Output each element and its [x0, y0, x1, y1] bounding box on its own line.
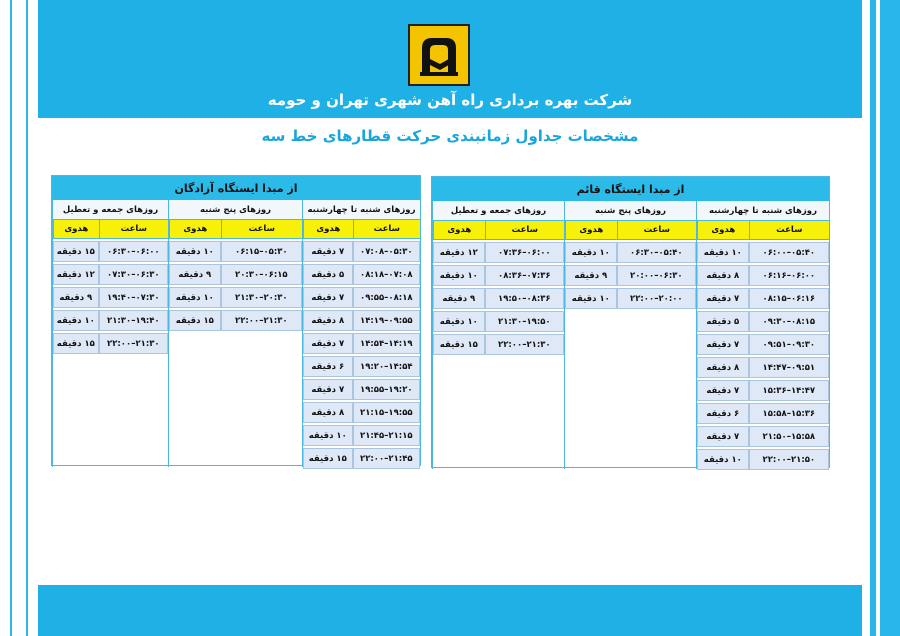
- table-row: [565, 265, 696, 286]
- table-row: [303, 264, 420, 285]
- headway-cell: ۱۲ دقیقه: [433, 242, 485, 263]
- headway-cell: ۱۰ دقیقه: [433, 311, 485, 332]
- headway-column-header: هدوی: [169, 220, 221, 239]
- group-friday-holiday: [432, 201, 564, 469]
- table-row: [697, 265, 829, 286]
- time-cell: ۲۱:۳۰–۲۲:۰۰: [221, 310, 302, 331]
- table-row: [697, 380, 829, 401]
- table-row: [53, 287, 168, 308]
- time-cell: ۰۸:۱۸–۰۹:۵۵: [353, 287, 420, 308]
- headway-column-header: هدوی: [565, 221, 617, 240]
- table-row: [697, 403, 829, 424]
- header-banner: [38, 0, 862, 118]
- time-cell: ۲۱:۱۵–۲۱:۴۵: [353, 425, 420, 446]
- table-row: [303, 356, 420, 377]
- time-cell: ۰۹:۳۰–۰۹:۵۱: [749, 334, 829, 355]
- headway-cell: ۱۵ دقیقه: [53, 241, 99, 262]
- headway-cell: ۸ دقیقه: [303, 402, 353, 423]
- metro-logo-icon: [410, 26, 468, 84]
- headway-cell: ۱۵ دقیقه: [169, 310, 221, 331]
- table-row: [433, 311, 564, 332]
- headway-cell: ۱۰ دقیقه: [169, 241, 221, 262]
- column-header-row: [53, 220, 168, 239]
- schedule-title: از مبدا ایستگاه قائم: [432, 177, 829, 201]
- table-row: [53, 241, 168, 262]
- headway-cell: ۹ دقیقه: [169, 264, 221, 285]
- headway-cell: ۷ دقیقه: [697, 380, 749, 401]
- time-cell: ۲۱:۳۰–۲۲:۰۰: [99, 333, 168, 354]
- frame-strip: [876, 0, 880, 636]
- headway-cell: ۸ دقیقه: [303, 310, 353, 331]
- time-column-header: ساعت: [353, 220, 420, 239]
- table-row: [303, 425, 420, 446]
- table-row: [53, 333, 168, 354]
- schedule-title: از مبدا ایستگاه آزادگان: [52, 176, 420, 200]
- headway-cell: ۱۰ دقیقه: [303, 425, 353, 446]
- table-row: [303, 310, 420, 331]
- table-row: [303, 402, 420, 423]
- time-cell: ۰۹:۵۵–۱۴:۱۹: [353, 310, 420, 331]
- headway-cell: ۱۵ دقیقه: [53, 333, 99, 354]
- headway-column-header: هدوی: [697, 221, 749, 240]
- time-cell: ۱۵:۳۶–۱۵:۵۸: [749, 403, 829, 424]
- time-column-header: ساعت: [749, 221, 829, 240]
- table-row: [433, 334, 564, 355]
- time-cell: ۰۹:۵۱–۱۴:۴۷: [749, 357, 829, 378]
- time-cell: ۲۱:۴۵–۲۲:۰۰: [353, 448, 420, 469]
- headway-cell: ۷ دقیقه: [303, 333, 353, 354]
- headway-cell: ۱۰ دقیقه: [697, 242, 749, 263]
- time-cell: ۲۱:۵۰–۲۲:۰۰: [749, 449, 829, 470]
- time-cell: ۱۹:۵۰–۲۱:۳۰: [485, 311, 564, 332]
- footer-banner: [38, 585, 862, 636]
- time-cell: ۰۵:۴۰–۰۶:۳۰: [617, 242, 696, 263]
- table-row: [169, 287, 302, 308]
- group-sat-wed: [302, 200, 420, 467]
- column-header-row: [303, 220, 420, 239]
- headway-cell: ۹ دقیقه: [53, 287, 99, 308]
- headway-cell: ۸ دقیقه: [697, 357, 749, 378]
- headway-cell: ۹ دقیقه: [565, 265, 617, 286]
- table-row: [565, 242, 696, 263]
- table-row: [303, 333, 420, 354]
- frame-line: [26, 0, 28, 636]
- headway-cell: ۱۰ دقیقه: [697, 449, 749, 470]
- time-column-header: ساعت: [617, 221, 696, 240]
- table-row: [697, 449, 829, 470]
- table-row: [433, 265, 564, 286]
- frame-line: [10, 0, 12, 636]
- column-header-row: [697, 221, 829, 240]
- column-header-row: [433, 221, 564, 240]
- headway-cell: ۷ دقیقه: [697, 334, 749, 355]
- table-row: [303, 241, 420, 262]
- time-cell: ۱۴:۴۷–۱۵:۳۶: [749, 380, 829, 401]
- group-title: روزهای شنبه تا چهارشنبه: [697, 201, 829, 221]
- page-subtitle: مشخصات جداول زمانبندی حرکت قطارهای خط سه: [261, 127, 639, 145]
- time-cell: ۲۱:۳۰–۲۲:۰۰: [485, 334, 564, 355]
- left-frame: [0, 0, 34, 636]
- time-cell: ۰۶:۰۰–۰۶:۳۰: [99, 241, 168, 262]
- time-cell: ۱۴:۵۴–۱۹:۲۰: [353, 356, 420, 377]
- time-cell: ۲۰:۰۰–۲۲:۰۰: [617, 288, 696, 309]
- table-row: [697, 288, 829, 309]
- company-name: شرکت بهره برداری راه آهن شهری تهران و حومه: [267, 91, 633, 109]
- table-row: [433, 242, 564, 263]
- group-title: روزهای جمعه و تعطیل: [53, 200, 168, 220]
- time-cell: ۰۵:۴۰–۰۶:۰۰: [749, 242, 829, 263]
- time-cell: ۲۰:۳۰–۲۱:۳۰: [221, 287, 302, 308]
- headway-cell: ۵ دقیقه: [303, 264, 353, 285]
- time-cell: ۰۶:۱۵–۲۰:۳۰: [221, 264, 302, 285]
- time-cell: ۰۶:۳۰–۰۷:۳۰: [99, 264, 168, 285]
- headway-cell: ۱۰ دقیقه: [169, 287, 221, 308]
- time-cell: ۰۵:۳۰–۰۶:۱۵: [221, 241, 302, 262]
- table-row: [303, 379, 420, 400]
- column-header-row: [565, 221, 696, 240]
- time-cell: ۰۶:۰۰–۰۶:۱۶: [749, 265, 829, 286]
- time-cell: ۱۹:۵۵–۲۱:۱۵: [353, 402, 420, 423]
- time-column-header: ساعت: [221, 220, 302, 239]
- table-row: [303, 287, 420, 308]
- group-friday-holiday: [52, 200, 168, 467]
- headway-cell: ۵ دقیقه: [697, 311, 749, 332]
- table-row: [53, 310, 168, 331]
- headway-column-header: هدوی: [303, 220, 353, 239]
- headway-cell: ۸ دقیقه: [697, 265, 749, 286]
- table-row: [303, 448, 420, 469]
- table-row: [697, 357, 829, 378]
- headway-cell: ۷ دقیقه: [697, 288, 749, 309]
- time-cell: ۰۷:۳۶–۰۸:۳۶: [485, 265, 564, 286]
- time-cell: ۰۶:۱۶–۰۸:۱۵: [749, 288, 829, 309]
- headway-column-header: هدوی: [433, 221, 485, 240]
- group-sat-wed: [696, 201, 829, 469]
- table-row: [697, 311, 829, 332]
- group-title: روزهای شنبه تا چهارشنبه: [303, 200, 420, 220]
- schedule-ghaem: [431, 176, 830, 468]
- group-title: روزهای پنج شنبه: [169, 200, 302, 220]
- time-cell: ۰۶:۰۰–۰۷:۳۶: [485, 242, 564, 263]
- headway-cell: ۱۰ دقیقه: [565, 288, 617, 309]
- group-thursday: [564, 201, 696, 469]
- headway-cell: ۶ دقیقه: [697, 403, 749, 424]
- table-row: [169, 310, 302, 331]
- headway-cell: ۷ دقیقه: [303, 241, 353, 262]
- group-title: روزهای پنج شنبه: [565, 201, 696, 221]
- time-cell: ۰۷:۰۸–۰۸:۱۸: [353, 264, 420, 285]
- headway-cell: ۱۰ دقیقه: [433, 265, 485, 286]
- schedule-azadegan: [51, 175, 421, 466]
- headway-column-header: هدوی: [53, 220, 99, 239]
- time-cell: ۱۹:۴۰–۲۱:۳۰: [99, 310, 168, 331]
- table-row: [169, 264, 302, 285]
- headway-cell: ۱۵ دقیقه: [433, 334, 485, 355]
- table-row: [697, 426, 829, 447]
- time-cell: ۰۸:۱۵–۰۹:۳۰: [749, 311, 829, 332]
- headway-cell: ۷ دقیقه: [697, 426, 749, 447]
- time-cell: ۰۵:۳۰–۰۷:۰۸: [353, 241, 420, 262]
- right-frame: [870, 0, 900, 636]
- table-row: [565, 288, 696, 309]
- time-cell: ۰۸:۳۶–۱۹:۵۰: [485, 288, 564, 309]
- time-cell: ۰۷:۳۰–۱۹:۴۰: [99, 287, 168, 308]
- table-row: [53, 264, 168, 285]
- headway-cell: ۷ دقیقه: [303, 379, 353, 400]
- table-row: [433, 288, 564, 309]
- group-thursday: [168, 200, 302, 467]
- headway-cell: ۱۰ دقیقه: [53, 310, 99, 331]
- headway-cell: ۶ دقیقه: [303, 356, 353, 377]
- time-column-header: ساعت: [99, 220, 168, 239]
- table-row: [697, 242, 829, 263]
- headway-cell: ۱۰ دقیقه: [565, 242, 617, 263]
- headway-cell: ۱۲ دقیقه: [53, 264, 99, 285]
- group-title: روزهای جمعه و تعطیل: [433, 201, 564, 221]
- headway-cell: ۱۵ دقیقه: [303, 448, 353, 469]
- time-cell: ۱۹:۲۰–۱۹:۵۵: [353, 379, 420, 400]
- time-column-header: ساعت: [485, 221, 564, 240]
- time-cell: ۱۵:۵۸–۲۱:۵۰: [749, 426, 829, 447]
- table-row: [169, 241, 302, 262]
- metro-logo: [408, 24, 470, 86]
- headway-cell: ۹ دقیقه: [433, 288, 485, 309]
- table-row: [697, 334, 829, 355]
- time-cell: ۱۴:۱۹–۱۴:۵۴: [353, 333, 420, 354]
- headway-cell: ۷ دقیقه: [303, 287, 353, 308]
- column-header-row: [169, 220, 302, 239]
- time-cell: ۰۶:۳۰–۲۰:۰۰: [617, 265, 696, 286]
